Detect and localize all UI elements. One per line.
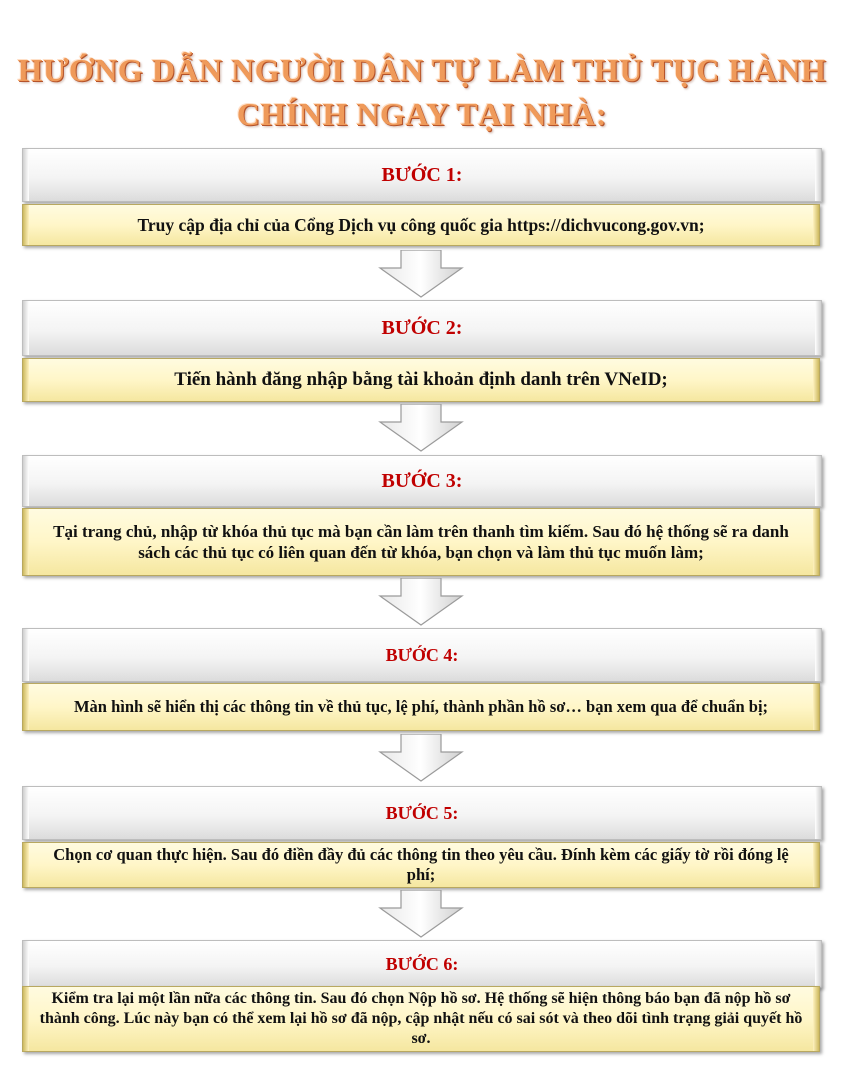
down-arrow-icon [376,734,466,782]
step-1-header [22,148,822,202]
step-3-header [22,455,822,507]
step-6-body [22,986,820,1052]
down-arrow-icon [376,890,466,938]
step-6-header [22,940,822,988]
step-2-label: BƯỚC 2: [381,316,463,339]
step-2-header [22,300,822,356]
down-arrow-icon [376,404,466,452]
step-5-text: Chọn cơ quan thực hiện. Sau đó điền đầy đủ các thông tin theo yêu cầu. Đính kèm các giấy tờ rồi đóng lệ phí; [53,845,789,884]
step-5-header [22,786,822,840]
step-1-body [22,204,820,246]
step-6-text: Kiểm tra lại một lần nữa các thông tin. Sau đó chọn Nộp hồ sơ. Hệ thống sẽ hiện thông báo bạn đã nộp hồ sơ thành công. Lúc này bạn có thể xem lại hồ sơ đã nộp, cập nhật nếu có sai sót và theo dõi tình trạng giải quyết hồ sơ. [39,990,803,1047]
step-5-label: BƯỚC 5: [385,802,459,823]
down-arrow-icon [376,250,466,298]
step-3-label: BƯỚC 3: [381,469,463,492]
step-4-label: BƯỚC 4: [385,644,459,665]
title-line-2: CHÍNH NGAY TẠI NHÀ: [236,96,608,132]
step-4-text: Màn hình sẽ hiển thị các thông tin về thủ tục, lệ phí, thành phần hồ sơ… bạn xem qua để chuẩn bị; [73,697,769,716]
step-3-body [22,508,820,576]
step-2-text: Tiến hành đăng nhập bằng tài khoản định danh trên VNeID; [174,369,668,390]
step-3-text: Tại trang chủ, nhập từ khóa thủ tục mà bạn cần làm trên thanh tìm kiếm. Sau đó hệ thống sẽ ra danh sách các thủ tục có liên quan đến từ khóa, bạn chọn và làm thủ tục muốn làm; [53,522,789,562]
page-title [0,48,844,136]
step-5-body [22,842,820,888]
step-2-body [22,358,820,402]
step-4-body [22,683,820,731]
step-6-label: BƯỚC 6: [385,953,459,974]
step-1-text: Truy cập địa chỉ của Cổng Dịch vụ công quốc gia https://dichvucong.gov.vn; [137,215,705,235]
step-4-header [22,628,822,682]
down-arrow-icon [376,578,466,626]
step-1-label: BƯỚC 1: [381,163,463,186]
title-line-1: HƯỚNG DẪN NGƯỜI DÂN TỰ LÀM THỦ TỤC HÀNH [17,52,827,88]
